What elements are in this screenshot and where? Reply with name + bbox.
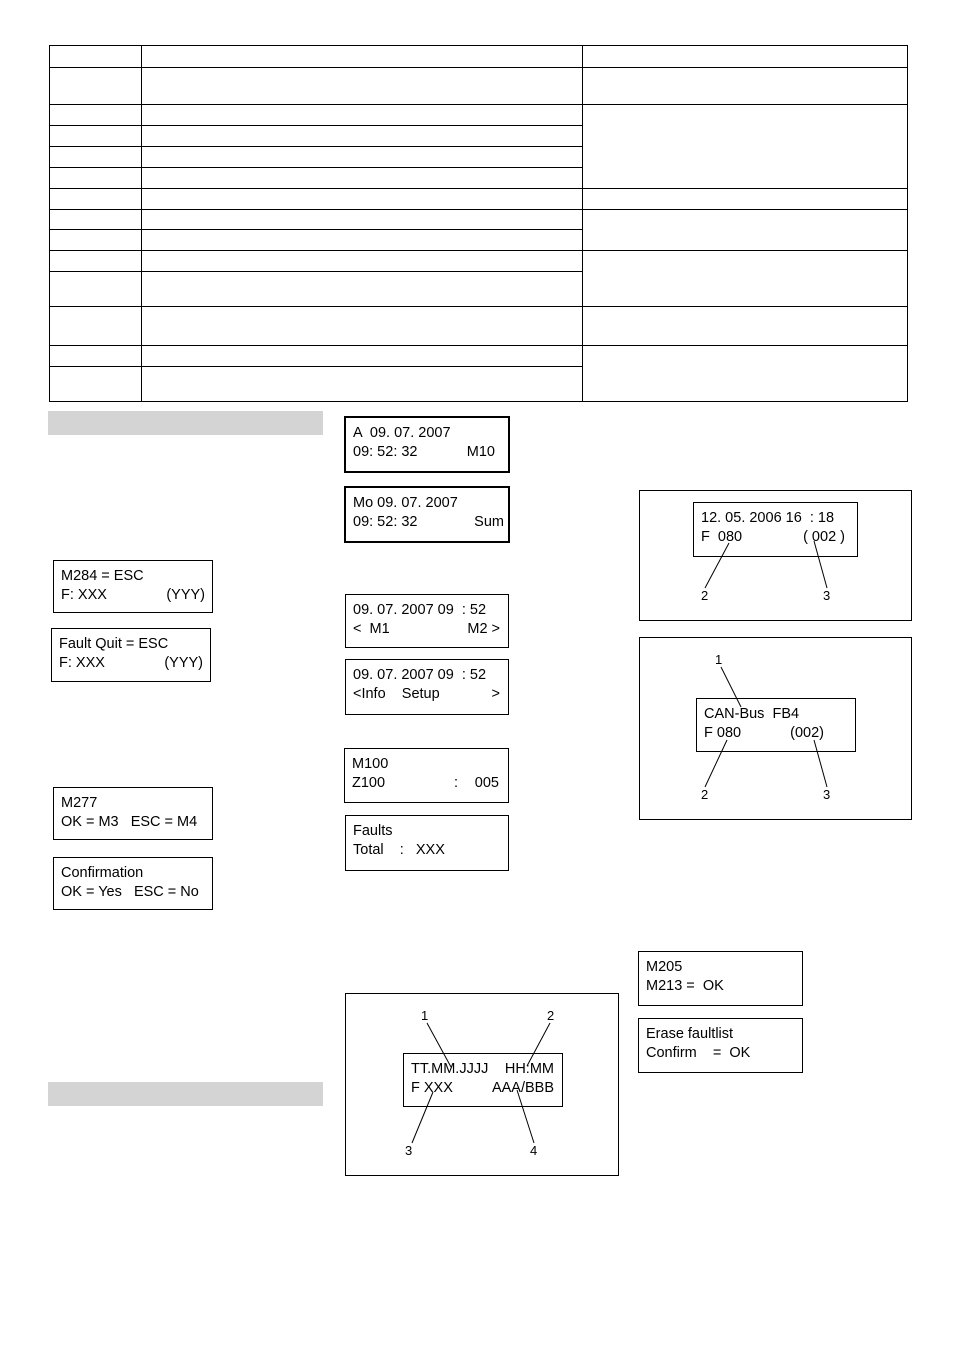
display-line: Faults	[353, 823, 393, 839]
leader-line	[412, 1092, 433, 1143]
display-text: TT.MM.JJJJ	[411, 1061, 489, 1077]
display-text: < M1	[353, 621, 390, 637]
leader-line	[721, 667, 741, 707]
display-text: 09: 52: 32	[353, 514, 418, 530]
display-text: 005	[474, 775, 499, 791]
display-text: F XXX	[411, 1080, 453, 1096]
display-line: 12. 05. 2006 16 : 18	[701, 510, 835, 526]
display-line: Confirm = OK	[646, 1045, 751, 1061]
display-text: <Info Setup	[353, 686, 440, 702]
callout-number: 1	[421, 1008, 429, 1023]
callout-number: 2	[701, 787, 709, 802]
display-line: M205	[646, 959, 683, 975]
callout-number: 3	[823, 588, 831, 603]
display-line: Fault Quit = ESC	[59, 636, 169, 652]
callout-number: 2	[547, 1008, 555, 1023]
display-line: OK = Yes ESC = No	[61, 884, 199, 900]
display-text: F: XXX	[59, 655, 105, 671]
display-text: :	[454, 775, 459, 791]
callout-number: 4	[530, 1143, 538, 1158]
display-text: >	[491, 686, 500, 702]
leader-line	[527, 1023, 550, 1066]
leader-line	[705, 740, 727, 787]
display-line: Mo 09. 07. 2007	[353, 495, 458, 511]
display-line: M277	[61, 795, 98, 811]
display-line: 09. 07. 2007 09 : 52	[353, 667, 487, 683]
display-line: M213 = OK	[646, 978, 724, 994]
display-line: Confirmation	[61, 865, 144, 881]
display-line: Erase faultlist	[646, 1026, 734, 1042]
display-text: (YYY)	[164, 655, 203, 671]
callout-number: 3	[823, 787, 831, 802]
display-text: M10	[466, 444, 495, 460]
display-text: Sum	[474, 514, 504, 530]
display-text: F 080	[701, 529, 743, 545]
display-text: 09: 52: 32	[353, 444, 418, 460]
callout-number: 2	[701, 588, 709, 603]
display-text: AAA/BBB	[491, 1080, 554, 1096]
display-text: (002)	[790, 725, 824, 741]
callout-number: 1	[715, 652, 723, 667]
display-line: M100	[352, 756, 389, 772]
display-line: 09. 07. 2007 09 : 52	[353, 602, 487, 618]
leader-line	[427, 1023, 451, 1067]
display-text: M2 >	[467, 621, 500, 637]
display-text: (YYY)	[166, 587, 205, 603]
display-text: ( 002 )	[803, 529, 845, 545]
display-line: OK = M3 ESC = M4	[61, 814, 198, 830]
callout-number: 3	[405, 1143, 413, 1158]
leader-line	[814, 541, 827, 588]
display-text: Z100	[352, 775, 386, 791]
display-text: F 080	[704, 725, 742, 741]
display-line: CAN-Bus FB4	[704, 706, 800, 722]
leader-line	[517, 1090, 534, 1143]
leader-line	[705, 543, 729, 588]
display-line: Total : XXX	[353, 842, 445, 858]
display-text: F: XXX	[61, 587, 107, 603]
leader-line	[814, 740, 827, 787]
display-line: A 09. 07. 2007	[353, 425, 451, 441]
display-line: M284 = ESC	[61, 568, 144, 584]
display-text: HH:MM	[504, 1061, 554, 1077]
